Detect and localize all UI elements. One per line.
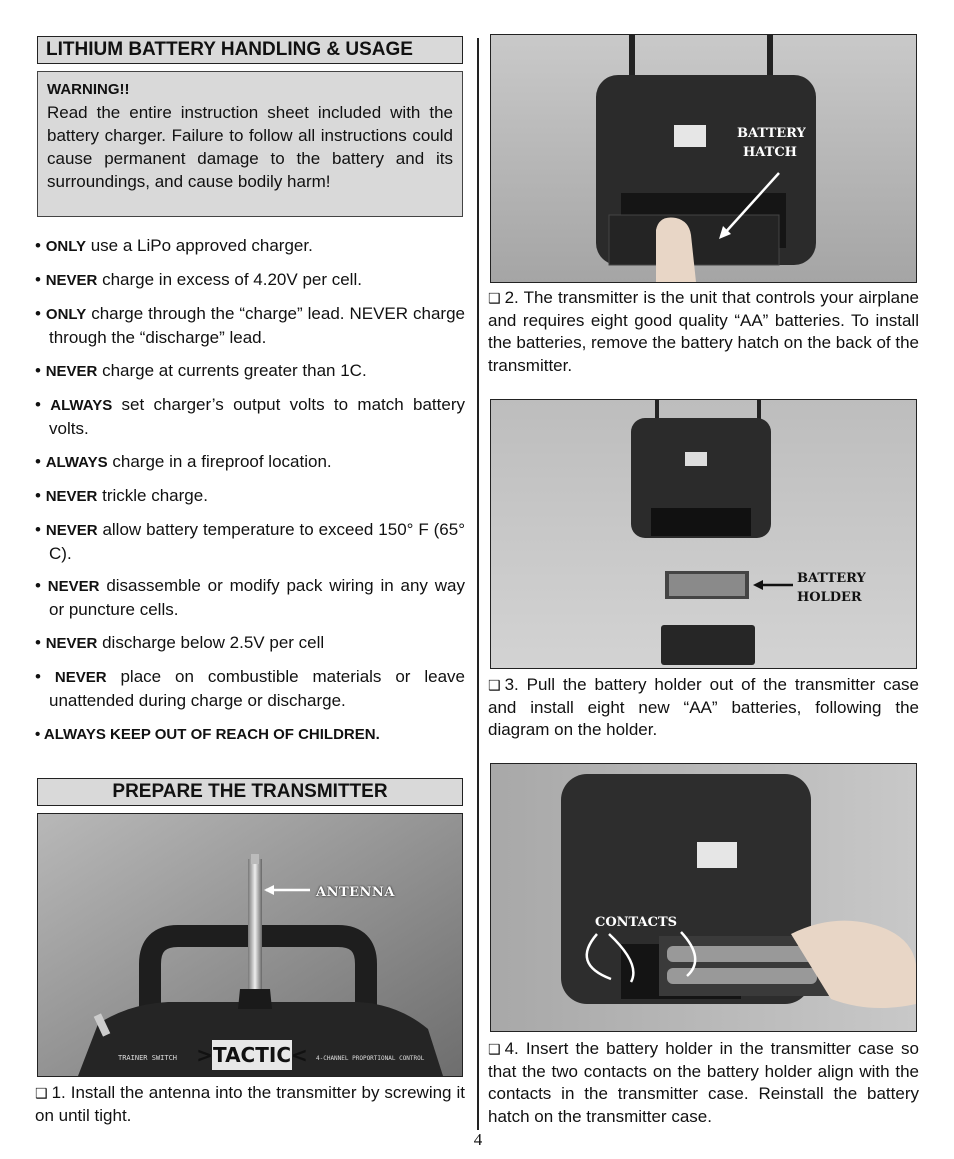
list-item: • NEVER charge in excess of 4.20V per cell.	[35, 270, 362, 289]
contacts-illustration	[491, 764, 916, 1031]
list-item: • ONLY charge through the “charge” lead. NEVER charge through the “discharge” lead.	[35, 304, 465, 347]
warning-text: Read the entire instruction sheet included with the battery charger. Failure to follow all instructions could cause permanent damage to the battery and its surroundings, and cause bodily harm!	[47, 103, 453, 191]
step-4-caption	[488, 1038, 919, 1128]
list-item: • ALWAYS KEEP OUT OF REACH OF CHILDREN.	[35, 726, 380, 743]
warning-title: WARNING!!	[47, 81, 130, 98]
step-3-text: 3. Pull the battery holder out of the transmitter case and install eight new “AA” batteries, following the diagram on the holder.	[488, 675, 919, 739]
list-item: • NEVER trickle charge.	[35, 486, 208, 505]
battery-hatch-callout-2: HATCH	[743, 145, 797, 160]
step-4-text: 4. Insert the battery holder in the transmitter case so that the two contacts on the battery holder align with the contacts in the transmitter case. Reinstall the battery hatch on the transmitter case.	[488, 1039, 919, 1126]
step-1-caption	[35, 1082, 465, 1127]
trainer-switch-text: TRAINER SWITCH	[118, 1054, 178, 1062]
step-2-text: 2. The transmitter is the unit that controls your airplane and requires eight good quality “AA” batteries. To install the batteries, remove the battery hatch on the back of the transmitter.	[488, 288, 919, 375]
list-item: • NEVER discharge below 2.5V per cell	[35, 633, 325, 652]
section-heading-prepare: PREPARE THE TRANSMITTER	[37, 778, 463, 806]
battery-holder-photo	[490, 399, 917, 669]
battery-hatch-callout-1: BATTERY	[737, 126, 806, 141]
list-item: • ONLY use a LiPo approved charger.	[35, 236, 313, 255]
safety-bullet-list	[35, 234, 465, 749]
contacts-photo	[490, 763, 917, 1032]
antenna-callout: ANTENNA	[316, 885, 395, 900]
checkbox-icon[interactable]: ❑	[35, 1085, 48, 1101]
channel-text: 4-CHANNEL PROPORTIONAL CONTROL	[316, 1055, 425, 1062]
checkbox-icon[interactable]: ❑	[488, 677, 501, 693]
checkbox-icon[interactable]: ❑	[488, 290, 501, 306]
section-heading-lithium: LITHIUM BATTERY HANDLING & USAGE	[37, 36, 463, 64]
page-number: 4	[473, 1130, 483, 1149]
antenna-photo	[37, 813, 463, 1077]
battery-holder-callout-1: BATTERY	[797, 571, 866, 586]
list-item: • NEVER allow battery temperature to exceed 150° F (65° C).	[35, 520, 465, 563]
step-1-text: 1. Install the antenna into the transmitter by screwing it on until tight.	[35, 1083, 465, 1125]
brand-text: >TACTIC<	[196, 1043, 308, 1067]
warning-box	[37, 71, 463, 217]
battery-holder-callout-2: HOLDER	[797, 590, 862, 605]
transmitter-back-illustration	[491, 35, 916, 282]
list-item: • NEVER disassemble or modify pack wiring in any way or puncture cells.	[35, 576, 465, 619]
step-2-caption	[488, 287, 919, 377]
transmitter-front-illustration	[38, 814, 462, 1076]
column-divider	[477, 38, 479, 1130]
list-item: • ALWAYS set charger’s output volts to match battery volts.	[35, 395, 465, 438]
checkbox-icon[interactable]: ❑	[488, 1041, 501, 1057]
battery-hatch-photo	[490, 34, 917, 283]
list-item: • ALWAYS charge in a fireproof location.	[35, 452, 332, 471]
list-item: • NEVER charge at currents greater than 1C.	[35, 361, 367, 380]
step-3-caption	[488, 674, 919, 742]
battery-holder-illustration	[491, 400, 916, 668]
contacts-callout: CONTACTS	[595, 915, 678, 930]
list-item: • NEVER place on combustible materials or leave unattended during charge or discharge.	[35, 667, 465, 710]
